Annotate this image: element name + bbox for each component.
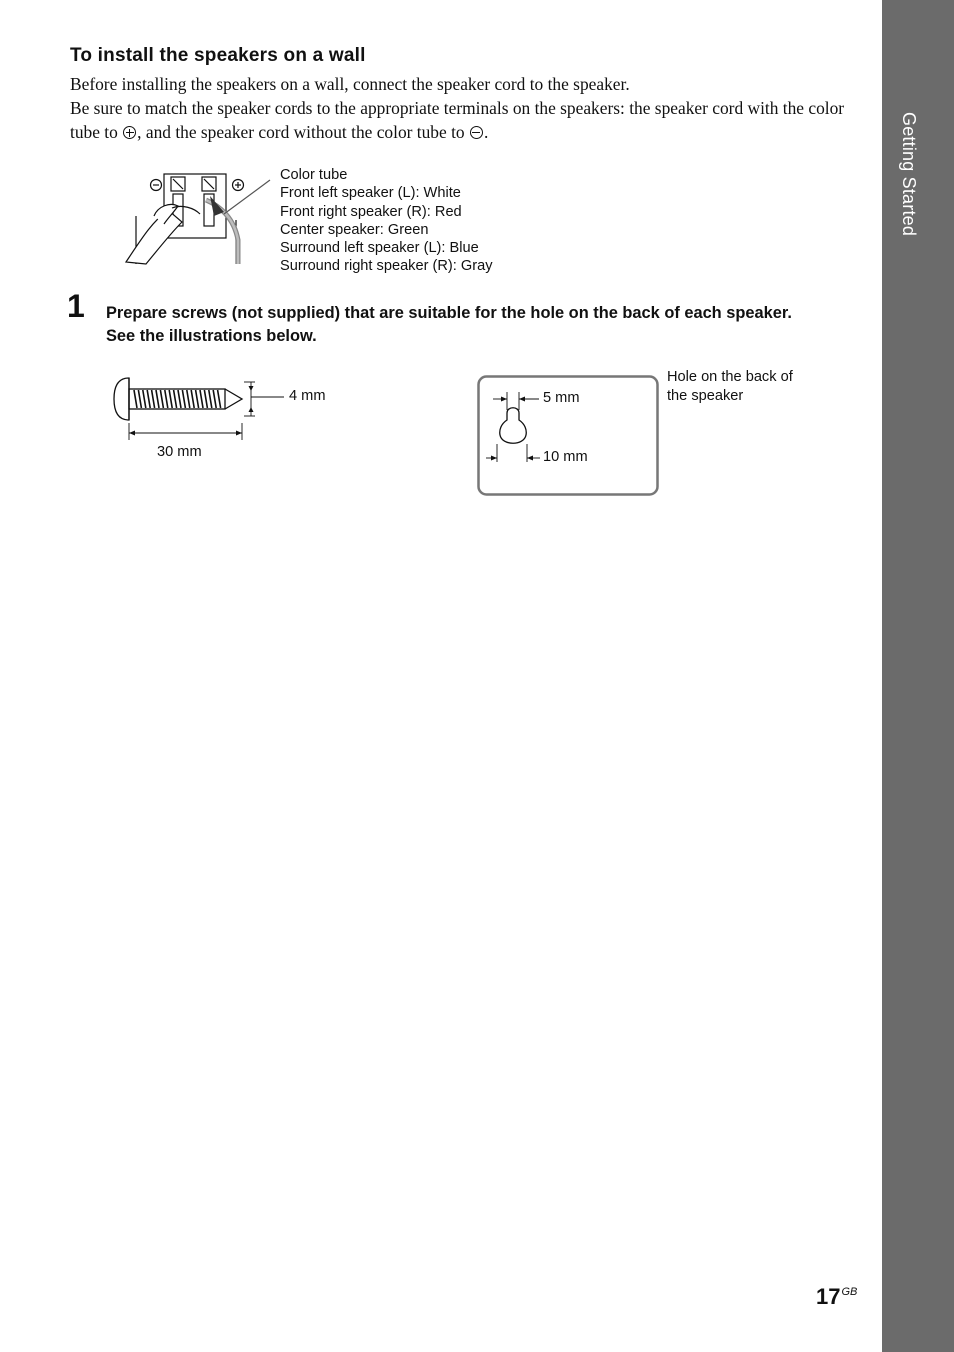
intro-line-1: Before installing the speakers on a wall, connect the speaker cord to the speaker. [70, 74, 630, 94]
screw-thread [147, 390, 150, 408]
screw-thread [204, 390, 207, 408]
screw-thread [200, 390, 203, 408]
color-tube-item: Surround right speaker (R): Gray [280, 258, 493, 275]
color-tube-item: Front left speaker (L): White [280, 185, 461, 202]
plus-terminal-icon [123, 126, 136, 139]
step-text-line-1: Prepare screws (not supplied) that are suitable for the hole on the back of each speaker. [106, 304, 792, 322]
screw-thread [143, 390, 146, 408]
side-tab-label: Getting Started [899, 112, 919, 237]
intro-text-c: . [483, 122, 489, 142]
intro-paragraph [70, 72, 870, 144]
step-text-line-2: See the illustrations below. [106, 327, 317, 345]
step-text [106, 302, 876, 348]
color-tube-title: Color tube [280, 167, 348, 183]
screw-thread [213, 390, 216, 408]
screw-thread [169, 390, 172, 408]
screw-illustration [110, 372, 290, 448]
hole-width-label: 5 mm [543, 390, 580, 406]
screw-thread [174, 390, 177, 408]
screw-thread [165, 390, 168, 408]
color-tube-list [280, 166, 493, 276]
page-number-suffix: GB [841, 1286, 858, 1298]
screw-thread [178, 390, 181, 408]
screw-thread [182, 390, 185, 408]
color-tube-item: Front right speaker (R): Red [280, 203, 462, 220]
screw-thread [187, 390, 190, 408]
color-tube-item: Center speaker: Green [280, 221, 429, 238]
speaker-terminal-illustration [124, 168, 276, 266]
screw-thread [160, 390, 163, 408]
hole-height-label: 10 mm [543, 449, 588, 465]
hole-caption [667, 368, 827, 406]
screw-thread [134, 390, 137, 408]
minus-terminal-icon [470, 126, 483, 139]
screw-thread [209, 390, 212, 408]
intro-text-b: , and the speaker cord without the color tube to [137, 122, 469, 142]
hole-caption-line-2: the speaker [667, 388, 744, 404]
hole-caption-line-1: Hole on the back of [667, 369, 793, 385]
screw-thread [138, 390, 141, 408]
step-number: 1 [67, 288, 85, 324]
screw-thread [152, 390, 155, 408]
screw-thread [196, 390, 199, 408]
screw-length-label: 30 mm [157, 444, 202, 460]
screw-diameter-label: 4 mm [289, 388, 326, 404]
color-tube-item: Surround left speaker (L): Blue [280, 240, 479, 257]
section-heading: To install the speakers on a wall [70, 45, 366, 66]
page-number-value: 17 [816, 1284, 841, 1309]
page-number [816, 1284, 857, 1310]
screw-thread [191, 390, 194, 408]
intro-line-2 [70, 96, 870, 144]
intro-text-a: Be sure to match the speaker cords to the appropriate terminals on the speakers: the speaker cord with the color tube to [70, 98, 845, 142]
screw-thread [156, 390, 159, 408]
screw-thread [218, 390, 221, 408]
